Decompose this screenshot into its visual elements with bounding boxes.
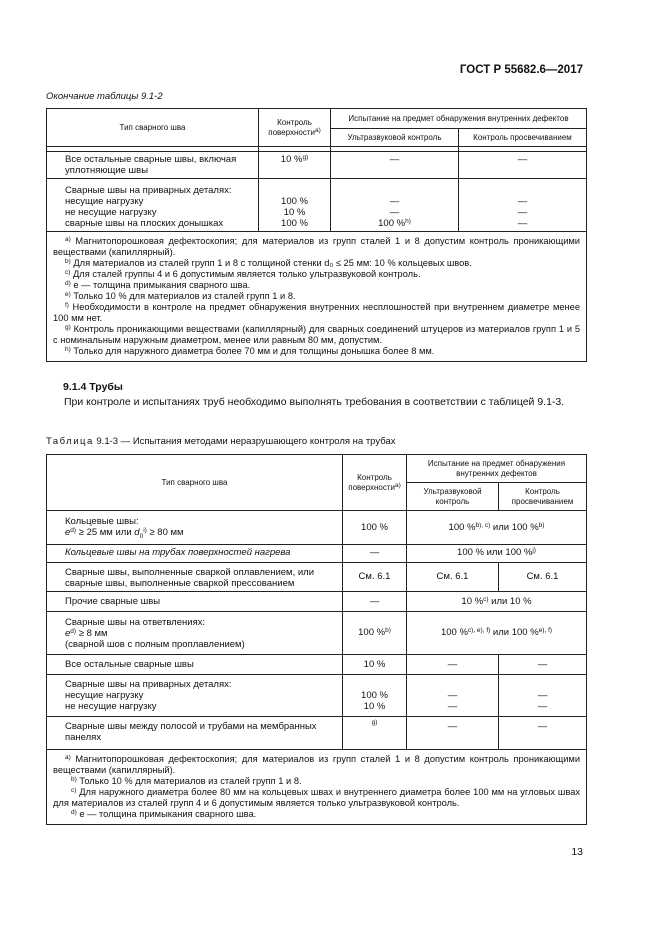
page-number: 13 bbox=[571, 846, 583, 858]
section-heading: 9.1.4 Трубы bbox=[63, 381, 123, 393]
col-ultrasonic: Ультразвуковой контроль bbox=[331, 129, 459, 147]
col-radiographic: Контроль просвечиванием bbox=[499, 483, 587, 511]
table-row: Сварные швы на приварных деталях: несущие нагрузку не несущие нагрузку 100 % 10 % — — — — bbox=[47, 674, 587, 716]
table-row: Все остальные сварные швы 10 % — — bbox=[47, 654, 587, 674]
col-radiographic: Контроль просвечиванием bbox=[459, 129, 587, 147]
col-surface: Контроль поверхности$^{а)}$ bbox=[259, 109, 331, 147]
table2-caption: Таблица 9.1-3 — Испытания методами неразрушающего контроля на трубах bbox=[46, 436, 396, 447]
table-row: Сварные швы между полосой и трубами на мембранных панелях $^{g)}$ — — bbox=[47, 716, 587, 749]
col-internal-defects: Испытание на предмет обнаружения внутренних дефектов bbox=[407, 455, 587, 483]
table-row: Сварные швы, выполненные сваркой оплавлением, или сварные швы, выполненные сваркой прессованием См. 6.1 См. 6.1 См. 6.1 bbox=[47, 562, 587, 591]
table-row: Сварные швы на ответвлениях: $е^{d)} \ge 8$ мм (сварной шов с полным проплавлением) 100 %$^{b)}$ 100 %$^{c), e), f)}$ или 100 %$^{e), f)}$ bbox=[47, 611, 587, 654]
col-weld-type: Тип сварного шва bbox=[47, 455, 343, 511]
col-surface: Контроль поверхности$^{а)}$ bbox=[343, 455, 407, 511]
table-row: Сварные швы на приварных деталях: несущие нагрузку не несущие нагрузку сварные швы на плоских донышках 100 % 10 % 100 % — — 100 %$^{h)}$ — — — bbox=[47, 179, 587, 232]
table1-notes: $^{а)}$ Магнитопорошковая дефектоскопия; для материалов из групп сталей 1 и 8 допустим контроль проникающими веществами (капиллярный). $^{b)}$ Для материалов из сталей групп 1 и 8 с толщиной стенки d₀ ≤ 25 мм: 10 % кольцевых швов. $^{c)}$ Для сталей группы 4 и 6 допустимым является только ультразвуковой контроль. $^{d)}$ е — толщина примыкания сварного шва. $^{e)}$ Только 10 % для материалов из сталей групп 1 и 8. $^{f)}$ Необходимости в контроле на предмет обнаружения внутренних несплошностей при внутреннем диаметре менее 100 мм нет. $^{g)}$ Контроль проникающими веществами (капиллярный) для сварных соединений штуцеров из материалов групп 1 и 5 с номинальным наружным диаметром, менее или равным 80 мм, допустим. $^{h)}$ Только для наружного диаметра более 70 мм и для толщины донышка более 8 мм. bbox=[47, 232, 587, 362]
table-9-1-3 bbox=[46, 454, 587, 825]
col-ultrasonic: Ультразвуковой контроль bbox=[407, 483, 499, 511]
col-weld-type: Тип сварного шва bbox=[47, 109, 259, 147]
table-row: Кольцевые швы: $е^{d)} \ge 25$ мм или $d_0^{i)} \ge 80$ мм 100 % 100 %$^{b), c)}$ или 100 %$^{b)}$ bbox=[47, 511, 587, 545]
section-paragraph: При контроле и испытаниях труб необходимо выполнять требования в соответствии с таблицей 9.1-3. bbox=[64, 396, 565, 408]
table-row: Кольцевые швы на трубах поверхностей нагрева — 100 % или 100 %$^{j)}$ bbox=[47, 544, 587, 562]
col-internal-defects: Испытание на предмет обнаружения внутренних дефектов bbox=[331, 109, 587, 129]
table-9-1-2-end bbox=[46, 108, 587, 362]
table-row: Все остальные сварные швы, включая уплотняющие швы 10 %$^{g)}$ — — bbox=[47, 152, 587, 179]
document-code: ГОСТ Р 55682.6—2017 bbox=[459, 64, 583, 76]
table2-notes: $^{а)}$ Магнитопорошковая дефектоскопия; для материалов из групп сталей 1 и 8 допустим контроль проникающими веществами (капиллярный). $^{b)}$ Только 10 % для материалов из сталей групп 1 и 8. $^{c)}$ Для наружного диаметра более 80 мм на кольцевых швах и внутреннего диаметра более 100 мм на угловых швах для материалов из сталей групп 4 и 6 допустимым является только ультразвуковой контроль. $^{d)}$ е — толщина примыкания сварного шва. bbox=[47, 749, 587, 824]
table1-caption: Окончание таблицы 9.1-2 bbox=[46, 91, 163, 102]
table-row: Прочие сварные швы — 10 %$^{c)}$ или 10 % bbox=[47, 591, 587, 611]
